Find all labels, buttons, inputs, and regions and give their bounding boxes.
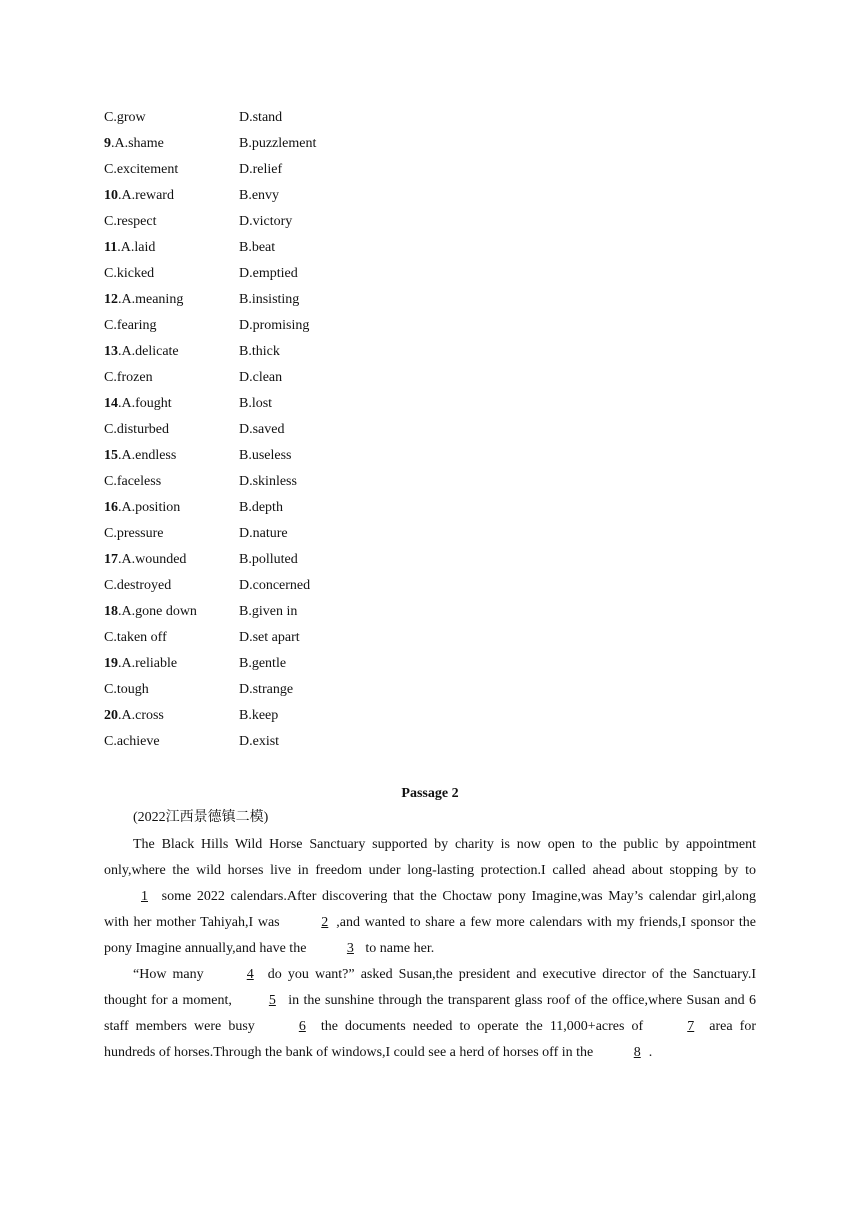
option-left	[104, 443, 176, 469]
option-right: B.insisting	[239, 292, 300, 307]
option-right: B.gentle	[239, 656, 287, 671]
answer-blank: 4	[246, 967, 254, 982]
option-text: C.grow	[104, 110, 146, 125]
option-left	[104, 677, 149, 703]
passage-text: some 2022 calendars.After discovering that the Choctaw pony Imagine,was May’s calendar girl,along with her mother Tahiyah,I was	[104, 889, 756, 930]
option-right: D.emptied	[239, 266, 298, 281]
option-right: D.strange	[239, 682, 294, 697]
option-right: D.saved	[239, 422, 285, 437]
option-left	[104, 599, 197, 625]
option-left	[104, 703, 164, 729]
option-left	[104, 339, 179, 365]
option-right: D.stand	[239, 110, 283, 125]
option-text: C.frozen	[104, 370, 153, 385]
answer-blank: 6	[298, 1019, 306, 1034]
passage-source: (2022江西景德镇二模)	[133, 810, 269, 825]
option-text: .A.delicate	[118, 344, 179, 359]
option-text: .A.meaning	[118, 292, 184, 307]
option-right: B.thick	[239, 344, 280, 359]
option-left	[104, 521, 164, 547]
question-number: 15	[104, 448, 118, 463]
option-left	[104, 417, 169, 443]
option-right: B.puzzlement	[239, 136, 317, 151]
option-right: B.envy	[239, 188, 280, 203]
option-left	[104, 313, 156, 339]
passage-title: Passage 2	[401, 786, 459, 801]
option-right: D.relief	[239, 162, 283, 177]
question-number: 20	[104, 708, 118, 723]
passage-text: .	[648, 1045, 653, 1060]
option-right: B.depth	[239, 500, 283, 515]
option-left	[104, 235, 155, 261]
option-text: .A.reliable	[118, 656, 178, 671]
option-left	[104, 495, 180, 521]
passage-text: area for hundreds of horses.Through the bank of windows,I could see a herd of horses off in the	[104, 1019, 756, 1060]
paragraph	[104, 962, 756, 1066]
passage-text: “How many	[133, 967, 210, 982]
question-number: 14	[104, 396, 118, 411]
passage-text: The Black Hills Wild Horse Sanctuary supported by charity is now open to the public by appointment only,where the wild horses live in freedom under long-lasting protection.I called ahead about stopping by to	[104, 837, 756, 878]
option-left	[104, 105, 146, 131]
question-number: 18	[104, 604, 118, 619]
option-right: B.polluted	[239, 552, 298, 567]
answer-blank: 2	[321, 915, 329, 930]
option-text: C.fearing	[104, 318, 157, 333]
option-right: D.victory	[239, 214, 293, 229]
question-number: 9	[104, 136, 111, 151]
option-left	[104, 183, 174, 209]
option-right: B.useless	[239, 448, 292, 463]
option-text: C.taken off	[104, 630, 167, 645]
option-right: B.keep	[239, 708, 279, 723]
question-number: 16	[104, 500, 118, 515]
option-right: B.lost	[239, 396, 273, 411]
option-left	[104, 131, 164, 157]
option-right: B.given in	[239, 604, 298, 619]
answer-blank: 7	[687, 1019, 695, 1034]
option-text: .A.gone down	[118, 604, 197, 619]
option-left	[104, 651, 177, 677]
passage-body	[104, 832, 756, 1066]
option-right: D.nature	[239, 526, 288, 541]
passage-text: ,and wanted to share a few more calendars with my friends,I sponsor the pony Imagine annually,and have the	[104, 915, 757, 956]
option-left	[104, 625, 167, 651]
paragraph	[104, 832, 756, 962]
option-text: C.achieve	[104, 734, 160, 749]
option-left	[104, 261, 154, 287]
option-left	[104, 157, 178, 183]
passage-text: the documents needed to operate the 11,000+acres of	[313, 1019, 651, 1034]
option-text: .A.endless	[118, 448, 177, 463]
option-text: C.excitement	[104, 162, 179, 177]
question-number: 13	[104, 344, 118, 359]
option-left	[104, 287, 183, 313]
option-text: C.kicked	[104, 266, 155, 281]
question-number: 17	[104, 552, 118, 567]
question-number: 19	[104, 656, 118, 671]
question-number: 11	[104, 240, 118, 255]
question-number: 12	[104, 292, 118, 307]
option-left	[104, 391, 172, 417]
option-right: D.clean	[239, 370, 283, 385]
option-text: .A.laid	[117, 240, 156, 255]
passage-text: do you want?” asked Susan,the president and executive director of the Sanctuary.I thought for a moment,	[104, 967, 757, 1008]
answer-blank: 8	[633, 1045, 641, 1060]
option-left	[104, 547, 186, 573]
answer-blank: 1	[141, 889, 148, 904]
option-right: B.beat	[239, 240, 276, 255]
option-text: .A.cross	[118, 708, 164, 723]
answer-blank: 3	[346, 941, 354, 956]
option-text: C.pressure	[104, 526, 164, 541]
passage-text: in the sunshine through the transparent glass roof of the office,where Susan and 6 staff members were busy	[104, 993, 757, 1034]
option-right: D.promising	[239, 318, 310, 333]
passage-text: to name her.	[361, 941, 435, 956]
option-right: D.concerned	[239, 578, 311, 593]
option-right: D.exist	[239, 734, 280, 749]
option-text: .A.position	[118, 500, 181, 515]
option-text: C.destroyed	[104, 578, 172, 593]
option-left	[104, 729, 160, 755]
option-text: .A.reward	[118, 188, 174, 203]
option-text: C.faceless	[104, 474, 162, 489]
option-text: .A.shame	[111, 136, 164, 151]
option-text: C.respect	[104, 214, 157, 229]
question-number: 10	[104, 188, 118, 203]
option-right: D.set apart	[239, 630, 300, 645]
option-text: C.disturbed	[104, 422, 169, 437]
option-right: D.skinless	[239, 474, 297, 489]
option-text: .A.wounded	[118, 552, 187, 567]
option-text: .A.fought	[118, 396, 172, 411]
answer-blank: 5	[268, 993, 276, 1008]
option-left	[104, 573, 171, 599]
option-left	[104, 365, 153, 391]
option-text: C.tough	[104, 682, 149, 697]
option-left	[104, 209, 156, 235]
option-left	[104, 469, 161, 495]
